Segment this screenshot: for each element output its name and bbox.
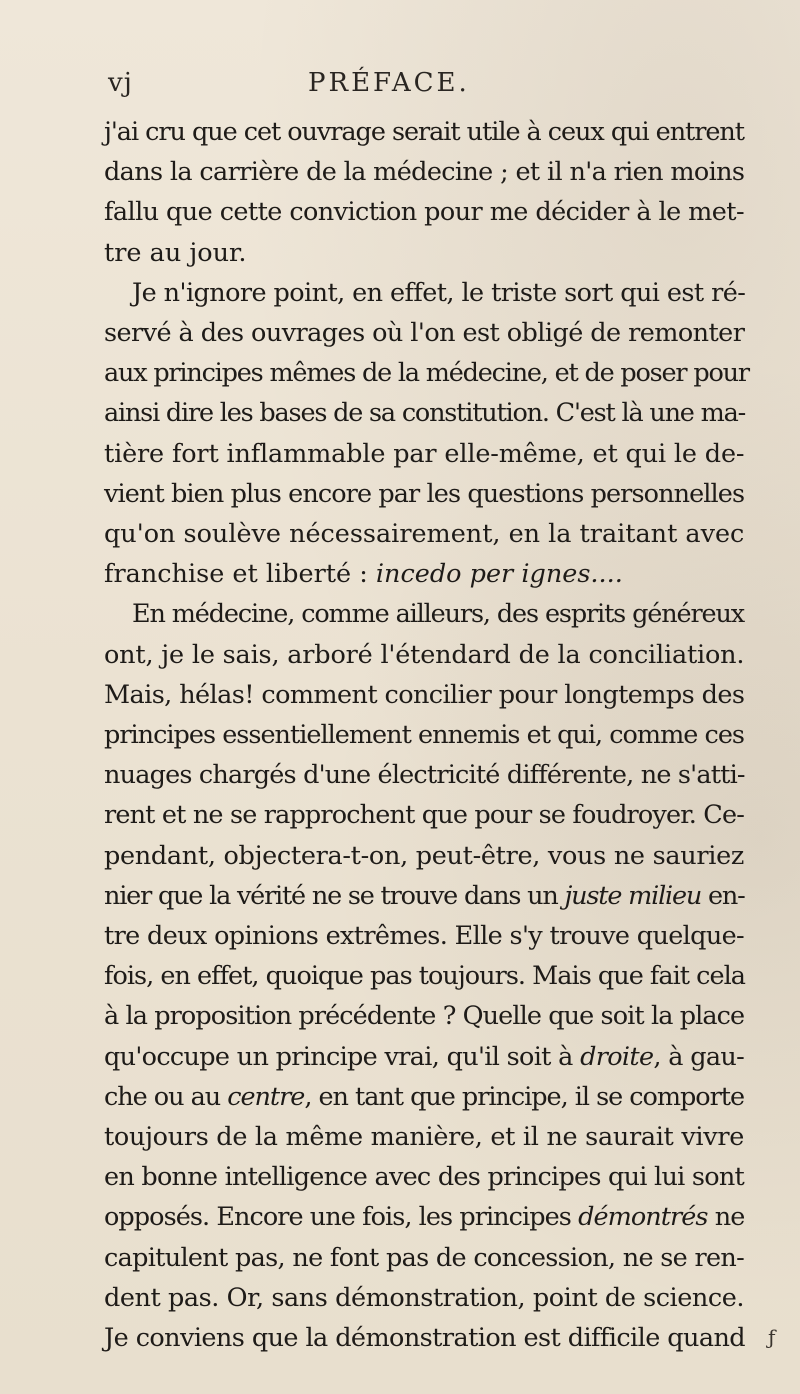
text-line (104, 434, 744, 474)
line-text: Mais, hélas! comment concilier pour longtemps des (104, 679, 745, 710)
line-text: pendant, objectera-t-on, peut-être, vous ne sauriez (104, 840, 744, 871)
line-text: En médecine, comme ailleurs, des esprits généreux (132, 599, 744, 630)
line-text: qu'on soulève nécessairement, en la traitant avec (104, 519, 745, 550)
text-line (104, 795, 744, 835)
line-text: servé à des ouvrages où l'on est obligé de remonter (104, 318, 745, 349)
text-line (104, 755, 744, 795)
line-text: qu'occupe un principe vrai, qu'il soit à (104, 1041, 581, 1072)
italic-text: démontrés (578, 1202, 708, 1233)
text-line (104, 1197, 744, 1237)
line-text: fallu que cette conviction pour me décider à le met- (104, 197, 744, 228)
text-line (104, 594, 744, 634)
line-text: j'ai cru que cet ouvrage serait utile à ceux qui entrent (104, 117, 744, 147)
text-line (104, 474, 744, 514)
line-text: tre deux opinions extrêmes. Elle s'y trouve quelque- (104, 921, 744, 952)
text-line (104, 112, 744, 152)
line-text: ne (707, 1202, 745, 1233)
text-line (104, 1318, 744, 1358)
text-line (104, 675, 744, 715)
italic-text: droite (580, 1041, 654, 1072)
text-line (104, 1077, 744, 1117)
line-text: ainsi dire les bases de sa constitution. C'est là une ma- (104, 398, 746, 429)
italic-text: centre (227, 1081, 305, 1112)
italic-text: incedo per ignes.... (375, 559, 623, 590)
line-text: , à gau- (653, 1041, 744, 1072)
text-line (104, 1117, 744, 1157)
text-line (104, 233, 744, 273)
corner-mark: ƒ (768, 1325, 776, 1349)
text-line (104, 1238, 744, 1278)
line-text: toujours de la même manière, et il ne saurait vivre (104, 1122, 744, 1153)
text-line (104, 996, 744, 1036)
line-text: nuages chargés d'une électricité différente, ne s'atti- (104, 760, 745, 791)
line-text: opposés. Encore une fois, les principes (104, 1202, 579, 1233)
text-line (104, 514, 744, 554)
text-line (104, 554, 744, 594)
body-text (104, 112, 749, 1358)
text-line (104, 273, 744, 313)
italic-text: juste milieu (564, 880, 702, 911)
text-line (104, 916, 744, 956)
text-line (104, 836, 744, 876)
line-text: ont, je le sais, arboré l'étendard de la conciliation. (104, 639, 745, 670)
line-text: capitulent pas, ne font pas de concession, ne se ren- (104, 1242, 744, 1273)
text-line (104, 353, 749, 393)
text-line (104, 715, 744, 755)
text-line (104, 192, 744, 232)
line-text: , en tant que principe, il se comporte (304, 1081, 744, 1112)
line-text: en bonne intelligence avec des principes qui lui sont (104, 1162, 744, 1193)
line-text: en- (701, 880, 745, 911)
line-text: tière fort inflammable par elle-même, et qui le de- (104, 438, 745, 469)
line-text: à la proposition précédente ? Quelle que soit la place (104, 1001, 745, 1032)
text-line (104, 313, 744, 353)
line-text: franchise et liberté : (104, 559, 376, 590)
page-header (0, 68, 800, 108)
text-line (104, 956, 744, 996)
text-line (104, 876, 744, 916)
text-line (104, 152, 744, 192)
line-text: rent et ne se rapprochent que pour se foudroyer. Ce- (104, 800, 744, 831)
line-text: aux principes mêmes de la médecine, et de poser pour (104, 358, 749, 389)
page-number: vj (108, 68, 133, 98)
line-text: che ou au (104, 1081, 228, 1112)
line-text: principes essentiellement ennemis et qui, comme ces (104, 720, 744, 751)
line-text: tre au jour. (104, 237, 247, 268)
line-text: Je n'ignore point, en effet, le triste sort qui est ré- (132, 277, 746, 308)
text-line (104, 1157, 744, 1197)
line-text: dent pas. Or, sans démonstration, point de science. (104, 1282, 744, 1313)
line-text: vient bien plus encore par les questions personnelles (104, 478, 745, 509)
line-text: Je conviens que la démonstration est difficile quand (104, 1323, 746, 1354)
line-text: dans la carrière de la médecine ; et il n'a rien moins (104, 157, 745, 188)
running-title: PRÉFACE. (308, 68, 470, 98)
text-line (104, 1037, 744, 1077)
line-text: fois, en effet, quoique pas toujours. Mais que fait cela (104, 961, 745, 992)
text-line (104, 1278, 744, 1318)
line-text: nier que la vérité ne se trouve dans un (104, 880, 565, 911)
text-line (104, 393, 744, 433)
text-line (104, 635, 744, 675)
